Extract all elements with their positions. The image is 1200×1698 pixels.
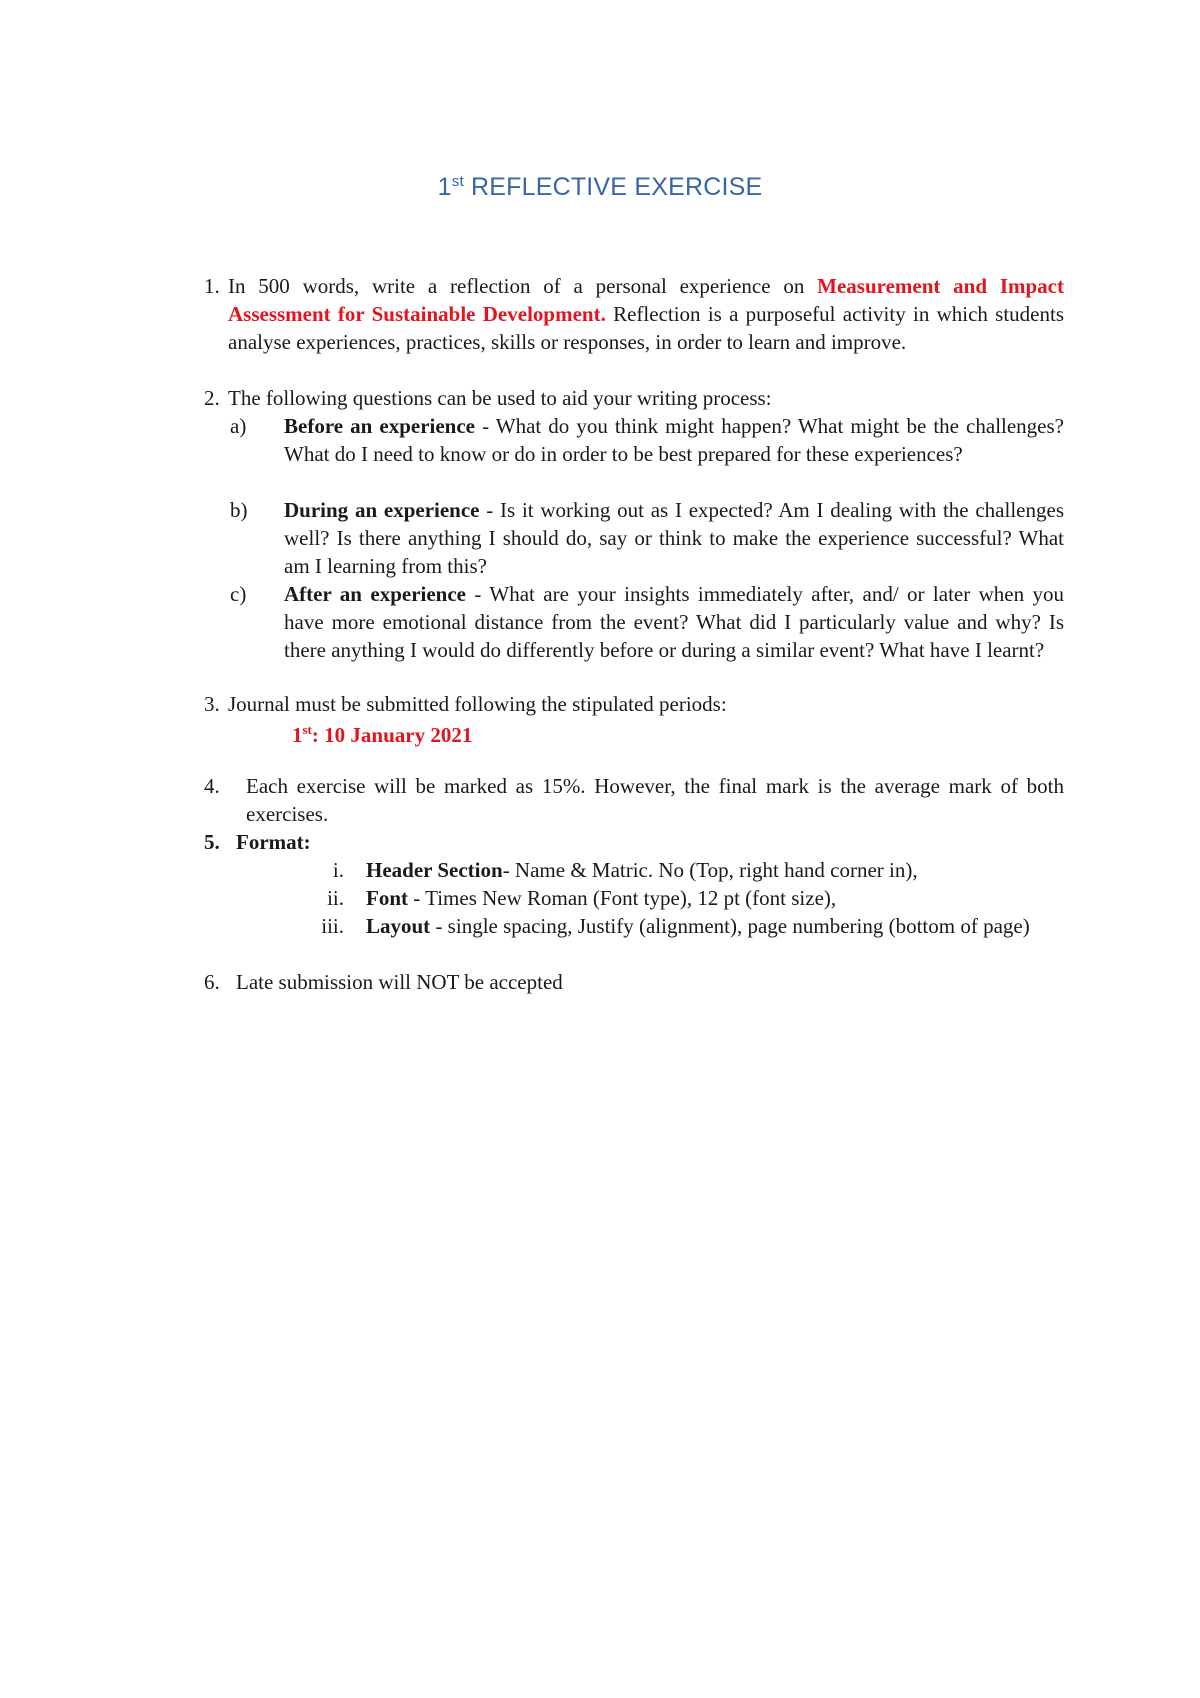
submission-date: 1st: 10 January 2021 — [292, 722, 473, 747]
item-6-text: Late submission will NOT be accepted — [236, 970, 563, 994]
item-2-number: 2. — [204, 386, 220, 410]
format-sub-i-text: Header Section- Name & Matric. No (Top, right hand corner in), — [366, 858, 918, 882]
item-6-number: 6. — [204, 970, 220, 994]
format-sub-ii-text: Font - Times New Roman (Font type), 12 pt (font size), — [366, 886, 837, 910]
sub-item-a-letter: a) — [230, 414, 247, 438]
format-heading: Format: — [236, 830, 311, 854]
course-title-highlight: Measurement and Impact Assessment for Sustainable Development. — [228, 274, 1064, 326]
sub-item-a-text: Before an experience - What do you think might happen? What might be the challenges? What do I need to know or do in order to be best prepared for these experiences? — [284, 414, 1064, 466]
item-4-text: Each exercise will be marked as 15%. However, the final mark is the average mark of both exercises. — [246, 774, 1064, 826]
sub-item-b-text: During an experience - Is it working out as I expected? Am I dealing with the challenges well? Is there anything I should do, say or think to make the experience successful? What am I learning from this? — [284, 498, 1064, 578]
format-sub-ii-numeral: ii. — [327, 886, 344, 910]
sub-item-b-letter: b) — [230, 498, 248, 522]
format-sub-iii-text: Layout - single spacing, Justify (alignment), page numbering (bottom of page) — [366, 914, 1030, 938]
format-sub-i-numeral: i. — [332, 858, 344, 882]
page-title: 1st REFLECTIVE EXERCISE — [437, 173, 763, 201]
item-5-number: 5. — [204, 830, 220, 854]
item-3-text: Journal must be submitted following the stipulated periods: — [228, 692, 727, 716]
sub-item-c-text: After an experience - What are your insights immediately after, and/ or later when you have more emotional distance from the event? What did I particularly value and why? Is there anything I would do differently before or during a similar event? What have I learnt? — [284, 582, 1064, 662]
item-1-text: In 500 words, write a reflection of a personal experience on Measurement and Impact Assessment for Sustainable Development. Reflection is a purposeful activity in which students analyse experiences, practices, skills or responses, in order to learn and improve. — [228, 274, 1065, 354]
item-3-number: 3. — [204, 692, 220, 716]
item-1-number: 1. — [204, 274, 220, 298]
item-4-number: 4. — [204, 774, 220, 798]
item-2-text: The following questions can be used to aid your writing process: — [228, 386, 772, 410]
format-sub-iii-numeral: iii. — [321, 914, 344, 938]
sub-item-c-letter: c) — [230, 582, 247, 606]
